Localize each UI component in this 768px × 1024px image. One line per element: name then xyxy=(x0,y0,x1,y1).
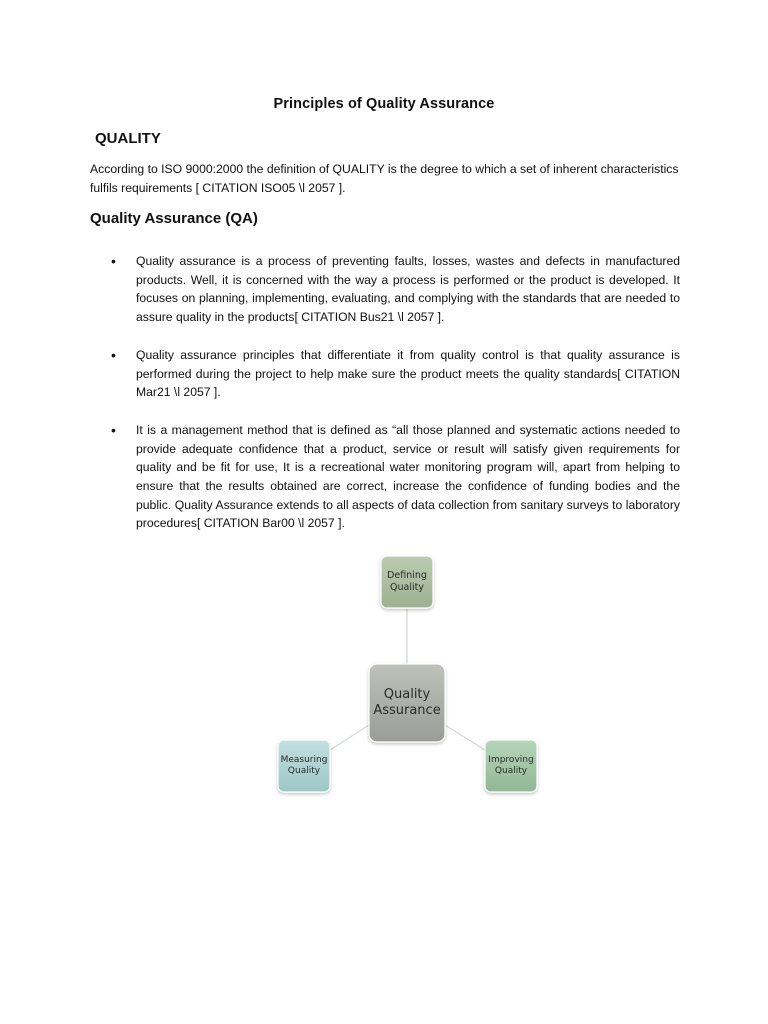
section-heading-quality-assurance: Quality Assurance (QA) xyxy=(90,210,258,227)
bullet-dot-icon: • xyxy=(111,421,116,438)
node-label-quality-assurance: Quality Assurance xyxy=(373,687,441,718)
bullet-text: Quality assurance is a process of preventing faults, losses, wastes and defects in manufactured products. Well, it is concerned with the way a process is performed or the product is developed. It focuses on planning, implementing, evaluating, and complying with the standards that are needed to assure quality in the products[ CITATION Bus21 \l 2057 ]. xyxy=(136,254,680,325)
qa-bullet-list xyxy=(90,252,680,552)
connector-left xyxy=(330,725,369,750)
bullet-item xyxy=(90,421,680,533)
connector-right xyxy=(445,725,485,750)
bullet-text: Quality assurance principles that differentiate it from quality control is that quality assurance is performed during the project to help make sure the product meets the quality standards[ CITATION Mar21 \l 2057 ]. xyxy=(136,347,680,400)
bullet-text: It is a management method that is defined as “all those planned and systematic actions needed to provide adequate confidence that a product, service or result will satisfy given requirements for quality and be fit for use, It is a recreational water monitoring program will, apart from helping to ensure that the results obtained are correct, increase the confidence of funding bodies and the public. Quality Assurance extends to all aspects of data collection from sanitary surveys to laboratory procedures[ CITATION Bar00 \l 2057 ]. xyxy=(136,422,680,531)
node-label-improving-quality: Improving Quality xyxy=(488,754,534,776)
document-title: Principles of Quality Assurance xyxy=(273,96,495,112)
node-label-measuring-quality: Measuring Quality xyxy=(280,754,328,776)
bullet-dot-icon: • xyxy=(111,253,116,269)
bullet-dot-icon: • xyxy=(111,346,116,363)
iso-definition-paragraph: According to ISO 9000:2000 the definition of QUALITY is the degree to which a set of inherent characteristics fulfils requirements [ CITATION ISO05 \l 2057 ]. xyxy=(90,162,679,195)
node-label-defining-quality: Defining Quality xyxy=(387,570,427,593)
bullet-item xyxy=(90,252,680,327)
bullet-item xyxy=(90,346,680,402)
section-heading-quality: QUALITY xyxy=(95,130,161,147)
